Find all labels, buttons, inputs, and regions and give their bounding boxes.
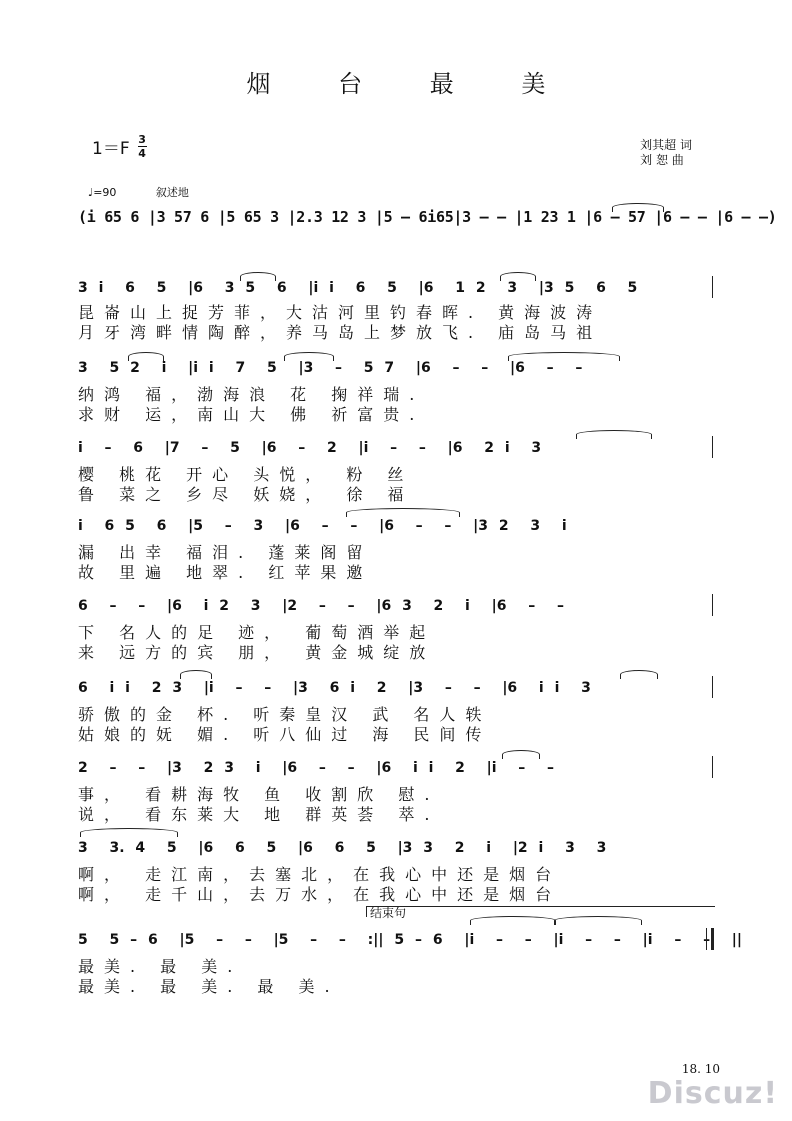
barline	[712, 594, 713, 616]
final-barline	[706, 928, 714, 950]
lyric-row-8-verse-1: 啊， 走江南，去塞北，在我心中还是烟台	[78, 865, 562, 884]
notation-row-7: 2 – – |3 2 3 i |6 – – |6 i i 2 |i – –	[78, 760, 555, 776]
lyric-row-8-verse-2: 啊， 走千山，去万水，在我心中还是烟台	[78, 885, 562, 904]
song-title: 烟 台 最 美	[246, 70, 576, 98]
lyric-row-5-verse-1: 下 名人的足 迹， 葡萄酒举起	[78, 623, 436, 642]
notation-row-2: 3 5 2 i |i i 7 5 |3 – 5 7 |6 – – |6 – –	[78, 360, 583, 376]
slur	[128, 352, 164, 361]
lyric-row-7-verse-1: 事， 看耕海牧 鱼 收割欣 慰.	[78, 785, 440, 804]
tempo-value: ♩=90	[88, 186, 117, 199]
lyric-row-9-verse-2: 最美. 最 美. 最 美.	[78, 977, 340, 996]
tempo-marking	[88, 184, 189, 200]
barline	[712, 676, 713, 698]
slur	[180, 670, 212, 679]
key-label: 1＝F	[92, 139, 130, 159]
time-bottom: 4	[138, 147, 146, 160]
lyric-row-9-verse-1: 最美. 最 美.	[78, 957, 243, 976]
notation-row-6: 6 i i 2 3 |i – – |3 6 i 2 |3 – – |6 i i 3	[78, 680, 591, 696]
composer: 刘 恕 曲	[640, 153, 684, 167]
expression-mark: 叙述地	[155, 186, 189, 199]
slur	[500, 272, 536, 281]
date-label: 18. 10	[681, 1062, 720, 1076]
barline	[712, 276, 713, 298]
slur	[346, 508, 460, 517]
notation-row-9: 5 5 – 6 |5 – – |5 – – :|| 5 – 6 |i – – |i – – |i – – ||	[78, 932, 743, 948]
notation-row-4: i 6 5 6 |5 – 3 |6 – – |6 – – |3 2 3 i	[78, 518, 567, 534]
ending-label: 结束句	[370, 906, 407, 920]
lyric-row-6-verse-2: 姑娘的妩 媚. 听八仙过 海 民间传	[78, 725, 492, 744]
lyric-row-2-verse-2: 求财 运，南山大 佛 祈富贵.	[78, 405, 425, 424]
barline	[712, 756, 713, 778]
notation-row-1: 3 i 6 5 |6 3 5 6 |i i 6 5 |6 1 2 3 |3 5 6 5	[78, 280, 638, 296]
ending-bracket	[366, 906, 715, 917]
lyric-row-4-verse-2: 故 里遍 地翠. 红苹果邀	[78, 563, 373, 582]
key-signature	[92, 134, 147, 159]
lyric-row-7-verse-2: 说， 看东莱大 地 群英荟 萃.	[78, 805, 440, 824]
intro-notes: (i 65 6 |3 57 6 |5 65 3 |2.3 12 3 |5 – 6i65|3 – – |1 23 1 |6 – 57 |6 – – |6 – –)	[78, 208, 777, 226]
lyric-row-3-verse-1: 樱 桃花 开心 头悦， 粉 丝	[78, 465, 414, 484]
notation-row-5: 6 – – |6 i 2 3 |2 – – |6 3 2 i |6 – –	[78, 598, 564, 614]
watermark: Discuz!	[647, 1076, 778, 1111]
credits	[640, 138, 692, 168]
slur	[470, 916, 556, 925]
slur	[508, 352, 620, 361]
lyricist: 刘其超 词	[640, 138, 692, 152]
slur	[576, 430, 652, 439]
lyric-row-1-verse-2: 月牙湾畔情陶醉，养马岛上梦放飞. 庙岛马祖	[78, 323, 603, 342]
slur	[240, 272, 276, 281]
slur	[284, 352, 334, 361]
lyric-row-6-verse-1: 骄傲的金 杯. 听秦皇汉 武 名人轶	[78, 705, 492, 724]
lyric-row-4-verse-1: 漏 出幸 福泪. 蓬莱阁留	[78, 543, 373, 562]
barline	[712, 436, 713, 458]
time-top: 3	[138, 133, 146, 146]
slur	[620, 670, 658, 679]
slur	[612, 203, 664, 212]
slur	[80, 828, 178, 837]
lyric-row-1-verse-1: 昆崙山上捉芳菲，大沽河里钓春晖. 黄海波涛	[78, 303, 603, 322]
lyric-row-2-verse-1: 纳鸿 福，渤海浪 花 掬祥瑞.	[78, 385, 425, 404]
notation-row-3: i – 6 |7 – 5 |6 – 2 |i – – |6 2 i 3	[78, 440, 542, 456]
slur	[502, 750, 540, 759]
lyric-row-3-verse-2: 鲁 菜之 乡尽 妖娆， 徐 福	[78, 485, 414, 504]
notation-row-8: 3 3. 4 5 |6 6 5 |6 6 5 |3 3 2 i |2 i 3 3	[78, 840, 607, 856]
lyric-row-5-verse-2: 来 远方的宾 朋， 黄金城绽放	[78, 643, 436, 662]
time-signature	[138, 134, 147, 159]
slur	[554, 916, 642, 925]
